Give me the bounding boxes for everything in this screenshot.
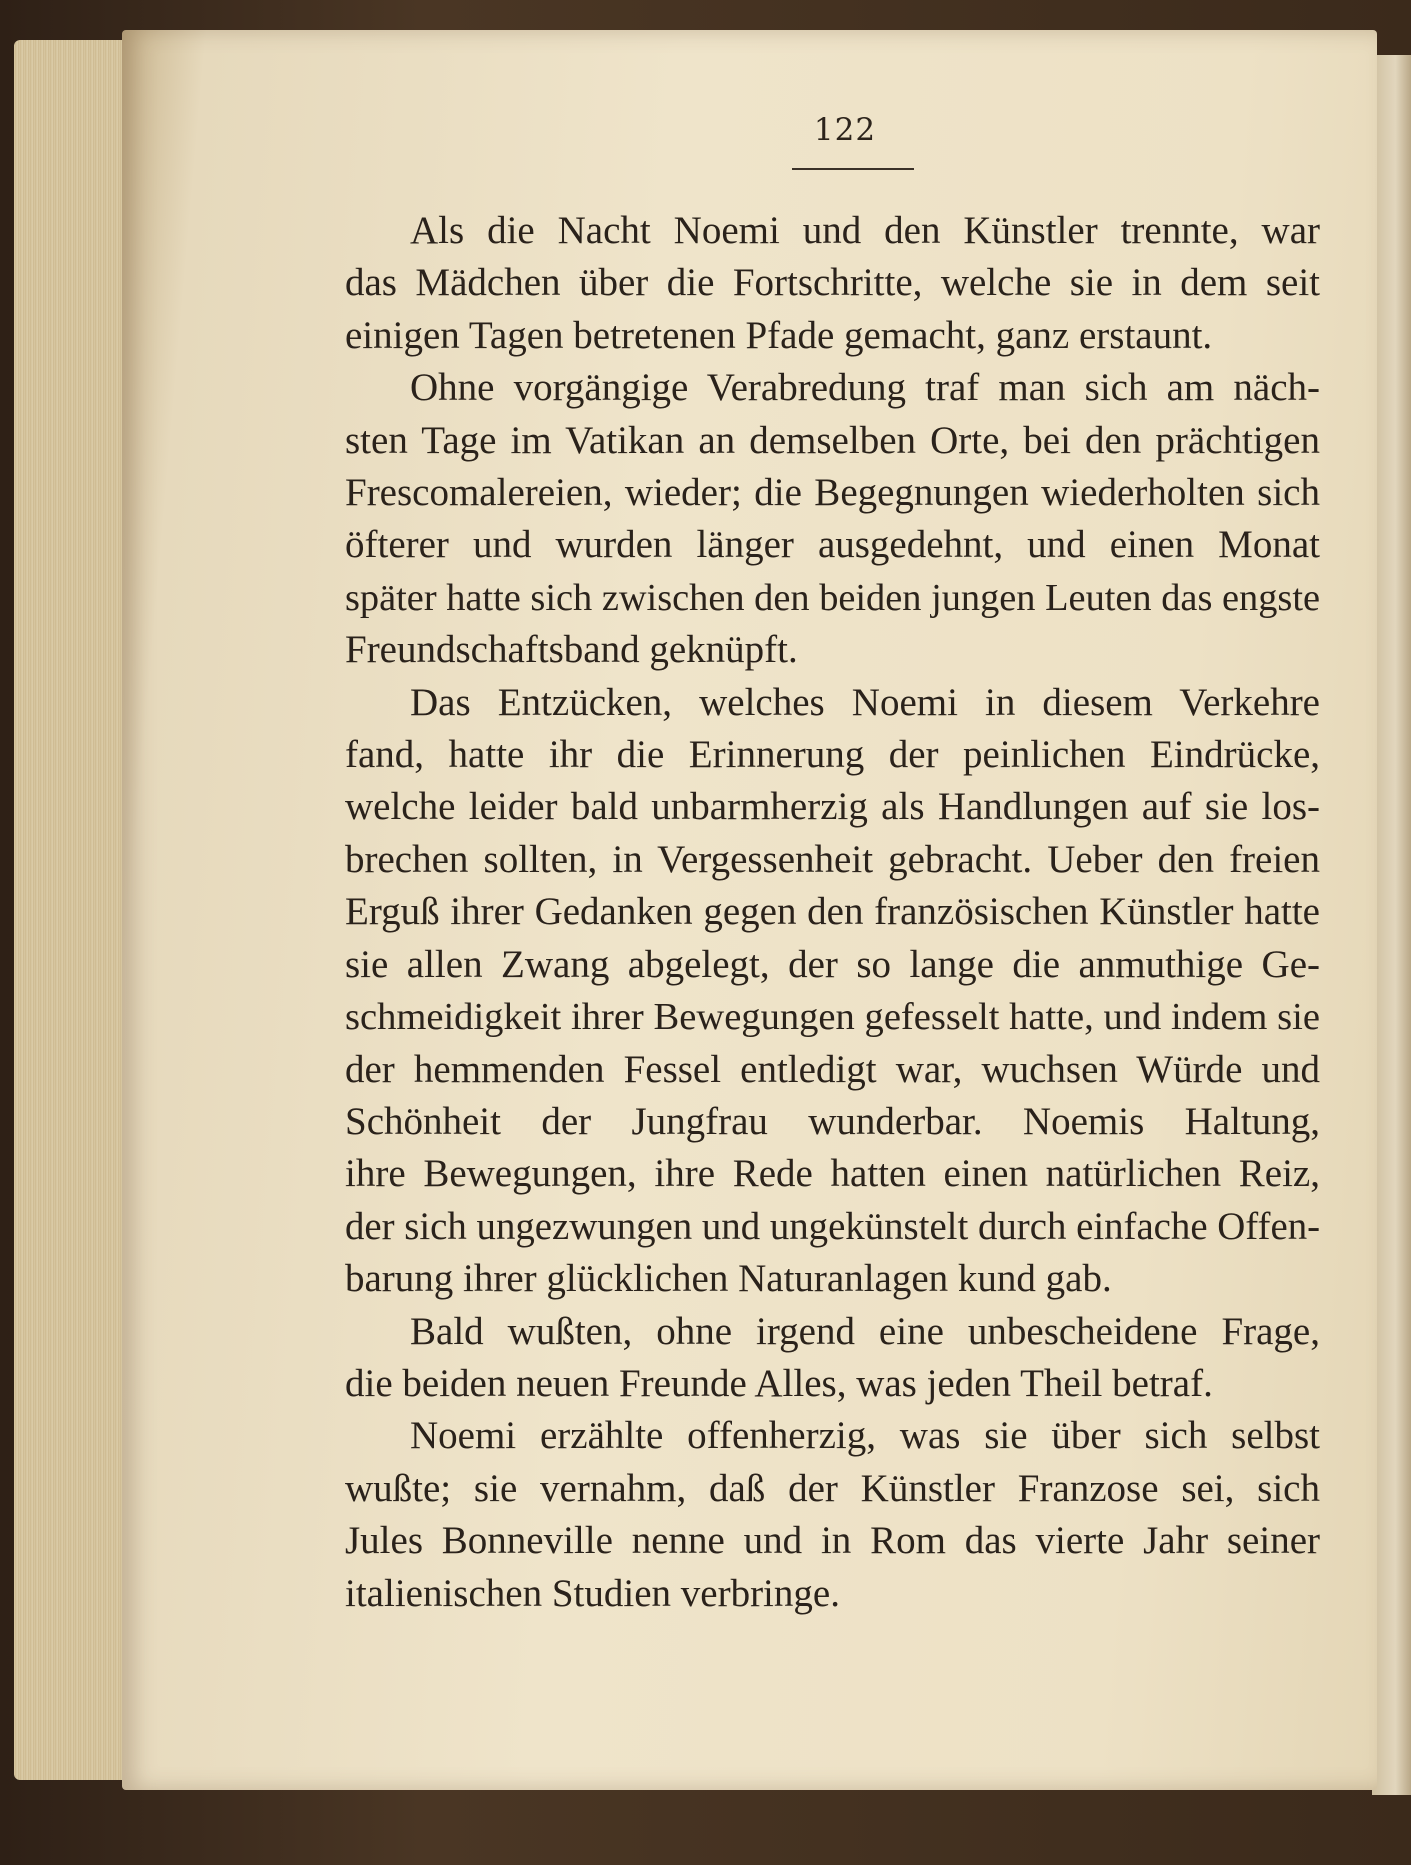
paragraph xyxy=(345,1306,1320,1411)
text-line: sie allen Zwang abgelegt, der so lange die anmuthige Ge- xyxy=(345,942,1320,986)
text-line: der sich ungezwungen und ungekünstelt durch einfache Offen- xyxy=(345,1204,1321,1248)
text-line: fand, hatte ihr die Erinnerung der peinlichen Eindrücke, xyxy=(345,733,1320,777)
text-line: schmeidigkeit ihrer Bewegungen gefesselt hatte, und indem sie xyxy=(345,996,1320,1039)
text-line: italienischen Studien verbringe. xyxy=(345,1571,840,1615)
text-line: die beiden neuen Freunde Alles, was jeden Theil betraf. xyxy=(345,1361,1213,1405)
text-line: Als die Nacht Noemi und den Künstler trennte, war xyxy=(410,209,1320,252)
paragraph xyxy=(345,677,1320,1306)
text-line: sten Tage im Vatikan an demselben Orte, bei den prächtigen xyxy=(345,418,1320,462)
text-line: Schönheit der Jungfrau wunderbar. Noemis Haltung, xyxy=(345,1099,1320,1143)
text-line: barung ihrer glücklichen Naturanlagen kund gab. xyxy=(345,1257,1112,1301)
paragraph xyxy=(345,362,1320,676)
body-text xyxy=(345,205,1320,1620)
text-line: Jules Bonneville nenne und in Rom das vierte Jahr seiner xyxy=(345,1519,1320,1563)
text-line: einigen Tagen betretenen Pfade gemacht, ganz erstaunt. xyxy=(345,313,1213,357)
text-line: der hemmenden Fessel entledigt war, wuchsen Würde und xyxy=(345,1047,1320,1091)
text-line: Frescomalereien, wieder; die Begegnungen wiederholten sich xyxy=(345,471,1320,515)
paragraph xyxy=(345,1410,1320,1620)
text-line: welche leider bald unbarmherzig als Handlungen auf sie los- xyxy=(345,785,1320,829)
text-line: Erguß ihrer Gedanken gegen den französischen Künstler hatte xyxy=(345,890,1320,934)
text-line: Ohne vorgängige Verabredung traf man sich am näch- xyxy=(410,366,1320,410)
text-line: Das Entzücken, welches Noemi in diesem Verkehre xyxy=(410,680,1320,724)
page-number: 122 xyxy=(813,112,877,148)
text-line: das Mädchen über die Fortschritte, welche sie in dem seit xyxy=(345,261,1320,305)
right-page-edge xyxy=(1372,55,1411,1795)
text-line: Bald wußten, ohne irgend eine unbescheidene Frage, xyxy=(410,1309,1320,1353)
text-line: ihre Bewegungen, ihre Rede hatten einen natürlichen Reiz, xyxy=(345,1152,1320,1196)
page-number-rule xyxy=(792,168,914,170)
paragraph xyxy=(345,205,1320,362)
text-line: Freundschaftsband geknüpft. xyxy=(345,628,798,672)
text-line: Noemi erzählte offenherzig, was sie über sich selbst xyxy=(410,1414,1320,1458)
page-edges xyxy=(14,40,134,1780)
text-line: brechen sollten, in Vergessenheit gebracht. Ueber den freien xyxy=(345,837,1320,881)
text-line: wußte; sie vernahm, daß der Künstler Franzose sei, sich xyxy=(345,1466,1320,1510)
text-line: später hatte sich zwischen den beiden jungen Leuten das engste xyxy=(345,576,1320,619)
text-line: öfterer und wurden länger ausgedehnt, und einen Monat xyxy=(345,523,1320,567)
